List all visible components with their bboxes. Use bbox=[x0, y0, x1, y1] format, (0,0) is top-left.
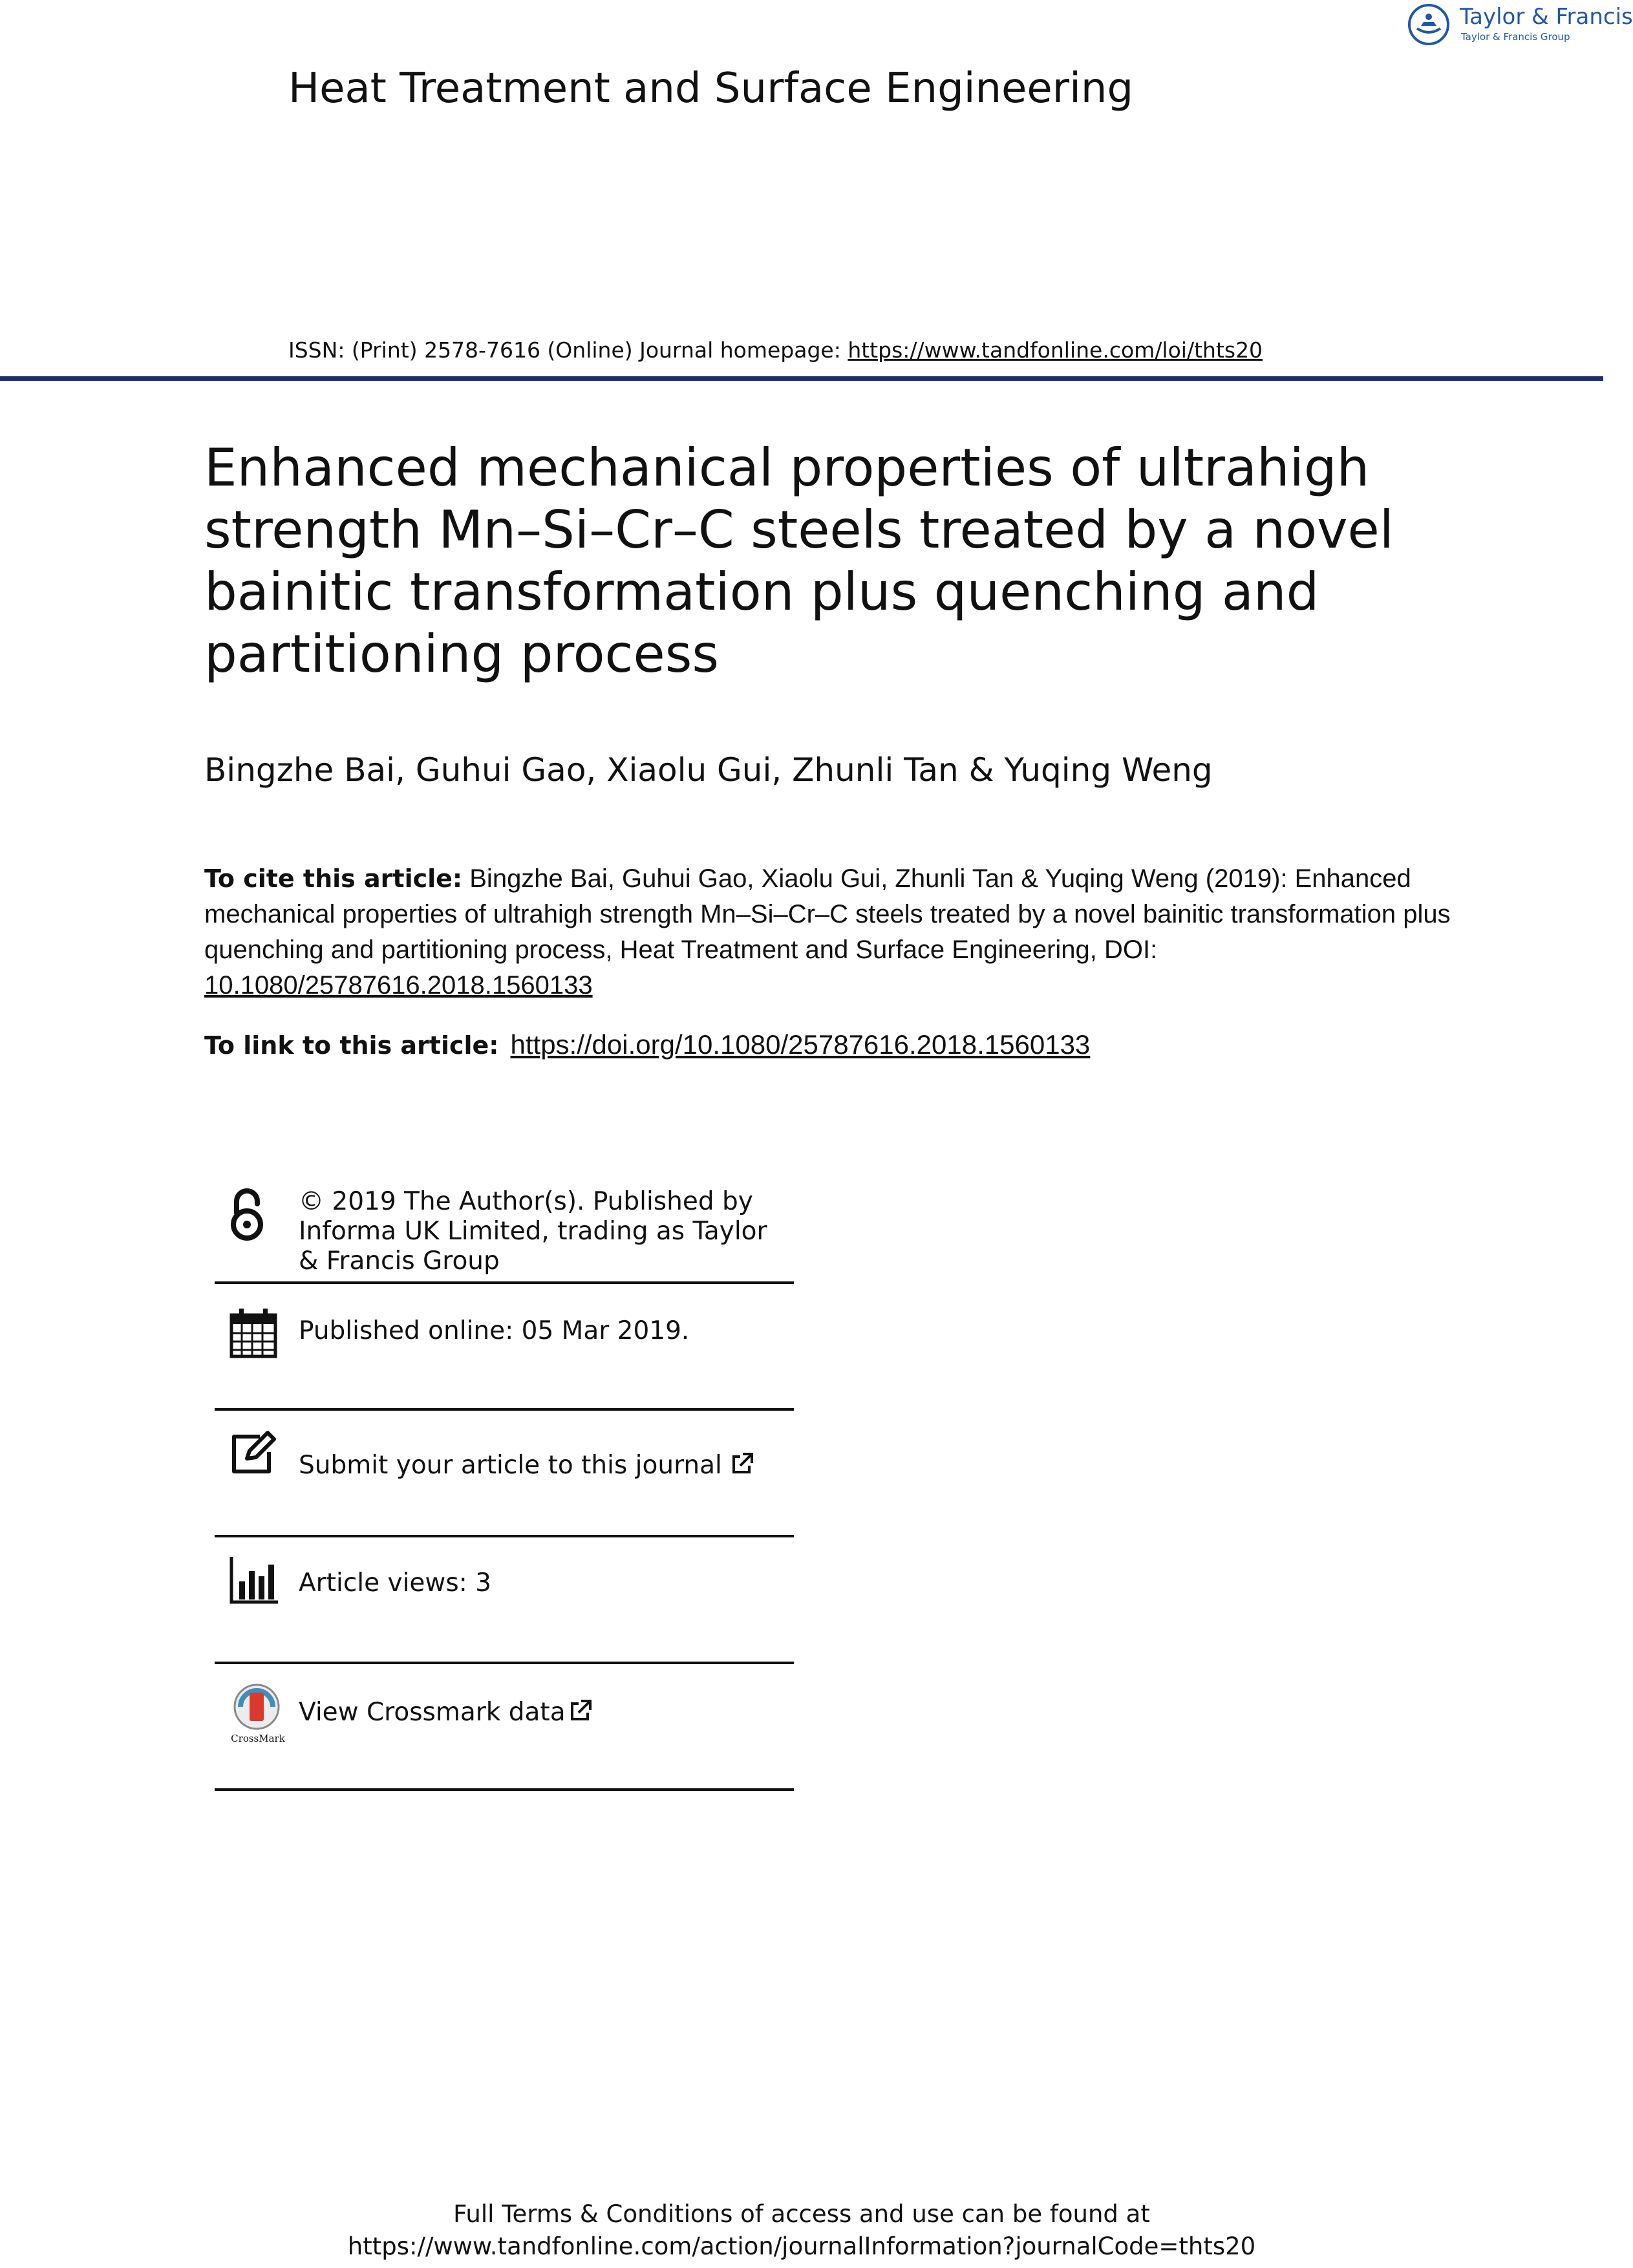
issn-text: ISSN: (Print) 2578-7616 (Online) Journal homepage: bbox=[288, 337, 848, 363]
publisher-name: Taylor & Francis bbox=[1460, 4, 1633, 30]
journal-homepage-link[interactable]: https://www.tandfonline.com/loi/thts20 bbox=[848, 337, 1263, 363]
info-divider bbox=[215, 1408, 794, 1411]
citation-text: Bingzhe Bai, Guhui Gao, Xiaolu Gui, Zhunli Tan & Yuqing Weng (2019): Enhanced mechanical properties of ultrahigh strength Mn–Si–Cr–C steels treated by a novel bainitic transformation plus quenching and partitioning process, Heat Treatment and Surface Engineering, DOI: bbox=[204, 864, 1451, 964]
header-divider bbox=[0, 376, 1603, 381]
footer-terms-url[interactable]: https://www.tandfonline.com/action/journalInformation?journalCode=thts20 bbox=[347, 2232, 1256, 2260]
calendar-icon bbox=[228, 1307, 279, 1359]
article-link-label: To link to this article: bbox=[204, 1031, 499, 1060]
published-row bbox=[215, 1307, 794, 1411]
open-access-icon bbox=[228, 1187, 266, 1245]
bar-chart-icon bbox=[228, 1556, 279, 1607]
submit-article-link[interactable] bbox=[299, 1451, 754, 1481]
info-divider bbox=[215, 1788, 794, 1791]
edit-icon bbox=[228, 1429, 279, 1481]
taylor-francis-logo-icon bbox=[1407, 3, 1451, 47]
article-authors: Bingzhe Bai, Guhui Gao, Xiaolu Gui, Zhunli Tan & Yuqing Weng bbox=[204, 751, 1213, 789]
info-divider bbox=[215, 1535, 794, 1537]
publisher-group: Taylor & Francis Group bbox=[1461, 31, 1570, 43]
info-divider bbox=[215, 1281, 794, 1284]
article-link-line bbox=[204, 1029, 1090, 1060]
publisher-logo[interactable] bbox=[1407, 1, 1633, 53]
copyright-row bbox=[215, 1187, 794, 1284]
crossmark-logo-text: CrossMark bbox=[231, 1733, 285, 1744]
submit-text: Submit your article to this journal bbox=[299, 1451, 722, 1480]
views-row bbox=[215, 1556, 794, 1664]
article-title: Enhanced mechanical properties of ultrahigh strength Mn–Si–Cr–C steels treated by a novel bainitic transformation plus quenching and partitioning process bbox=[204, 438, 1394, 684]
article-doi-url[interactable]: https://doi.org/10.1080/25787616.2018.1560133 bbox=[510, 1029, 1091, 1060]
footer-terms-text: Full Terms & Conditions of access and use can be found at bbox=[453, 2200, 1150, 2228]
article-views-text: Article views: 3 bbox=[299, 1568, 491, 1598]
citation-block bbox=[204, 861, 1471, 1003]
submit-row[interactable] bbox=[215, 1429, 794, 1537]
external-link-icon bbox=[568, 1698, 593, 1723]
published-text: Published online: 05 Mar 2019. bbox=[299, 1316, 690, 1345]
external-link-icon bbox=[730, 1451, 754, 1476]
journal-title: Heat Treatment and Surface Engineering bbox=[288, 65, 1134, 112]
info-divider bbox=[215, 1662, 794, 1664]
copyright-text: © 2019 The Author(s). Published by Informa UK Limited, trading as Taylor & Francis Group bbox=[299, 1187, 767, 1276]
issn-line bbox=[288, 337, 1263, 363]
citation-label: To cite this article: bbox=[204, 864, 463, 893]
crossmark-link[interactable] bbox=[299, 1698, 593, 1728]
citation-doi-link[interactable]: 10.1080/25787616.2018.1560133 bbox=[204, 971, 593, 1000]
crossmark-row[interactable] bbox=[215, 1684, 794, 1791]
footer bbox=[0, 2198, 1603, 2263]
crossmark-text: View Crossmark data bbox=[299, 1698, 566, 1727]
